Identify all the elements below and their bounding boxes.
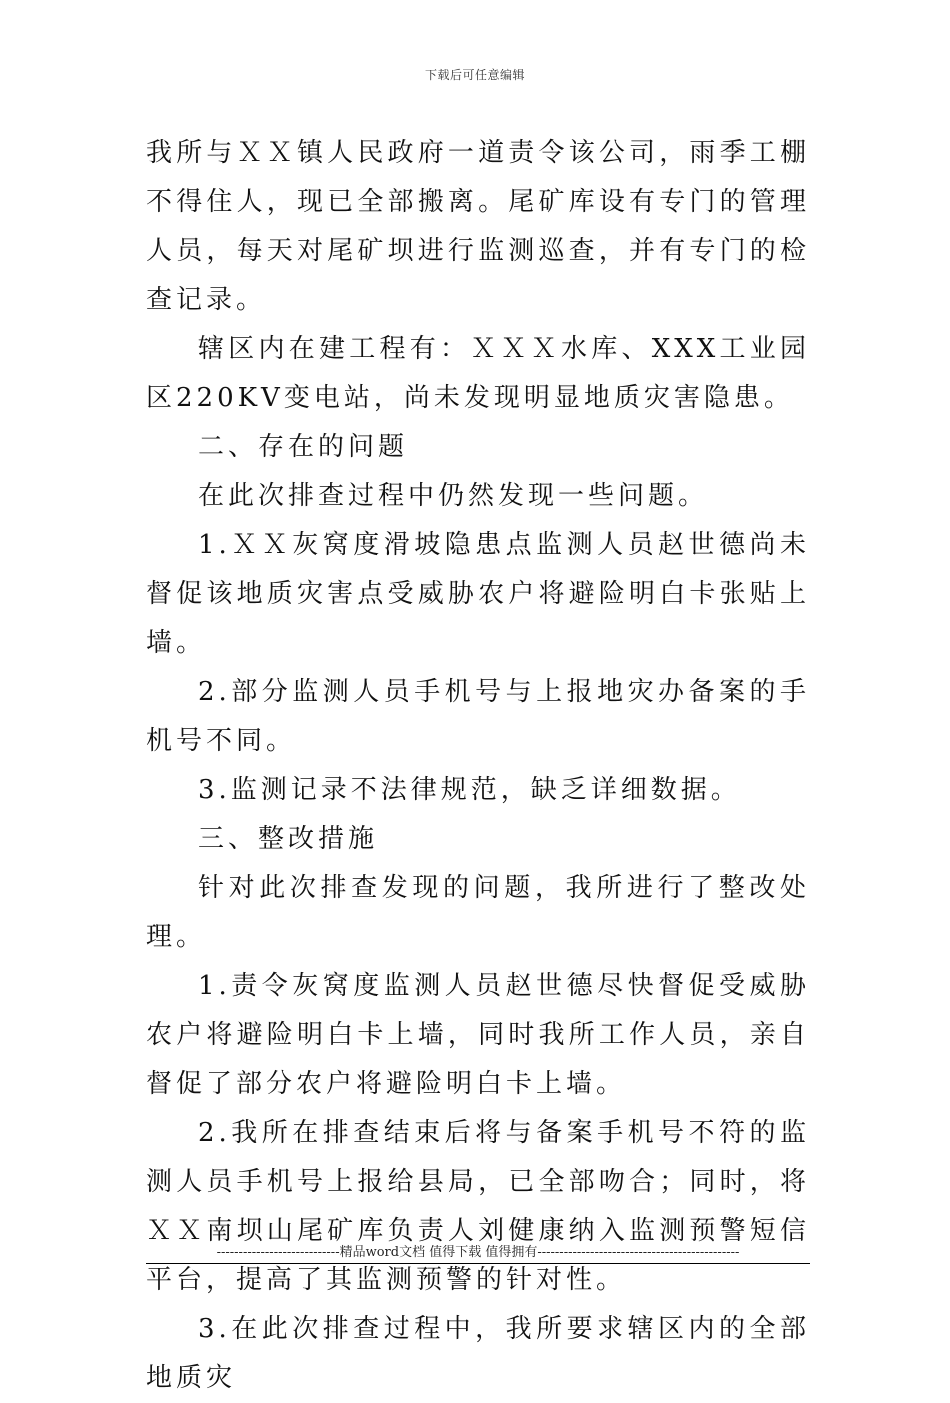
footer-divider xyxy=(146,1263,810,1264)
paragraph-1: 我所与ＸＸ镇人民政府一道责令该公司，雨季工棚不得住人，现已全部搬离。尾矿库设有专门的管理人员，每天对尾矿坝进行监测巡查，并有专门的检查记录。 xyxy=(146,138,810,315)
problem-item-1: 1.ＸＸ灰窝度滑坡隐患点监测人员赵世德尚未督促该地质灾害点受威胁农户将避险明白卡张贴上墙。 xyxy=(146,530,810,658)
paragraph-4: 在此次排查过程中仍然发现一些问题。 xyxy=(198,481,709,511)
measure-item-3: 3.在此次排查过程中，我所要求辖区内的全部地质灾 xyxy=(146,1314,810,1393)
page-header-note: 下载后可任意编辑 xyxy=(424,68,525,82)
problem-item-3: 3.监测记录不法律规范，缺乏详细数据。 xyxy=(198,775,741,805)
section-heading-measures: 三、整改措施 xyxy=(198,824,379,854)
problem-item-2: 2.部分监测人员手机号与上报地灾办备案的手机号不同。 xyxy=(146,677,810,756)
paragraph-2: 辖区内在建工程有：ＸＸＸ水库、XXX工业园区220KV变电站，尚未发现明显地质灾害隐患。 xyxy=(146,334,810,413)
page-footer-note: ----------------------------精品word文档 值得下载 值得拥有---------------------------------------------- xyxy=(216,1245,740,1260)
paragraph-9: 针对此次排查发现的问题，我所进行了整改处理。 xyxy=(146,873,810,952)
section-heading-problems: 二、存在的问题 xyxy=(198,432,409,462)
measure-item-1: 1.责令灰窝度监测人员赵世德尽快督促受威胁农户将避险明白卡上墙，同时我所工作人员，亲自督促了部分农户将避险明白卡上墙。 xyxy=(146,971,810,1099)
measure-item-2: 2.我所在排查结束后将与备案手机号不符的监测人员手机号上报给县局，已全部吻合；同时，将ＸＸ南坝山尾矿库负责人刘健康纳入监测预警短信平台，提高了其监测预警的针对性。 xyxy=(146,1118,810,1295)
document-body xyxy=(146,129,810,1403)
